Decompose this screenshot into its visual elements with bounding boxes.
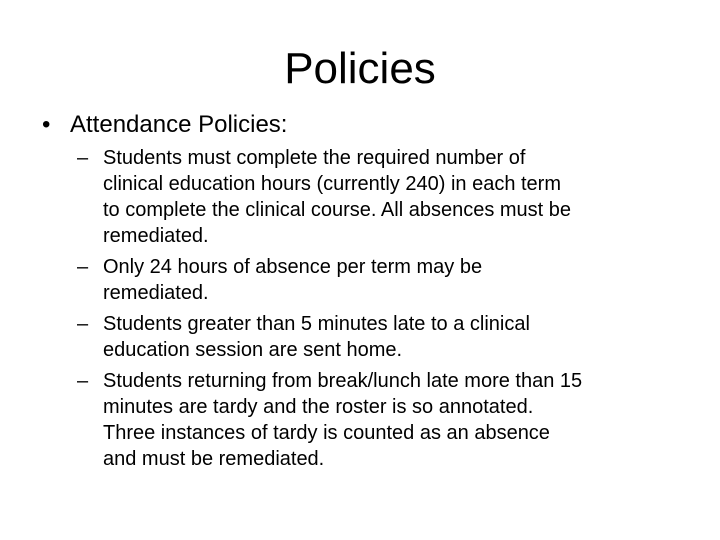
sub-bullet-text: Students returning from break/lunch late more than 15 minutes are tardy and the roster is so annotated. Three instances of tardy is counted as an absence and must be remediated. — [103, 370, 583, 470]
bullet-dot-icon: • — [42, 111, 51, 138]
sub-bullet-text: Students must complete the required number of clinical education hours (currently 240) in each term to complete the clinical course. All absences must be remediated. — [103, 147, 572, 247]
dash-bullet-icon: – — [77, 370, 89, 392]
dash-bullet-icon: – — [77, 313, 89, 335]
sub-bullet-item — [77, 145, 687, 249]
sub-bullet-list — [77, 145, 687, 477]
slide-title: Policies — [284, 44, 436, 93]
sub-bullet-item — [77, 254, 687, 306]
sub-bullet-text: Only 24 hours of absence per term may be remediated. — [103, 256, 483, 304]
main-bullet-label: Attendance Policies: — [70, 111, 288, 138]
sub-bullet-text: Students greater than 5 minutes late to a clinical education session are sent home. — [103, 313, 530, 361]
sub-bullet-item — [77, 311, 687, 363]
sub-bullet-item — [77, 368, 687, 472]
dash-bullet-icon: – — [77, 256, 89, 278]
dash-bullet-icon: – — [77, 147, 89, 169]
